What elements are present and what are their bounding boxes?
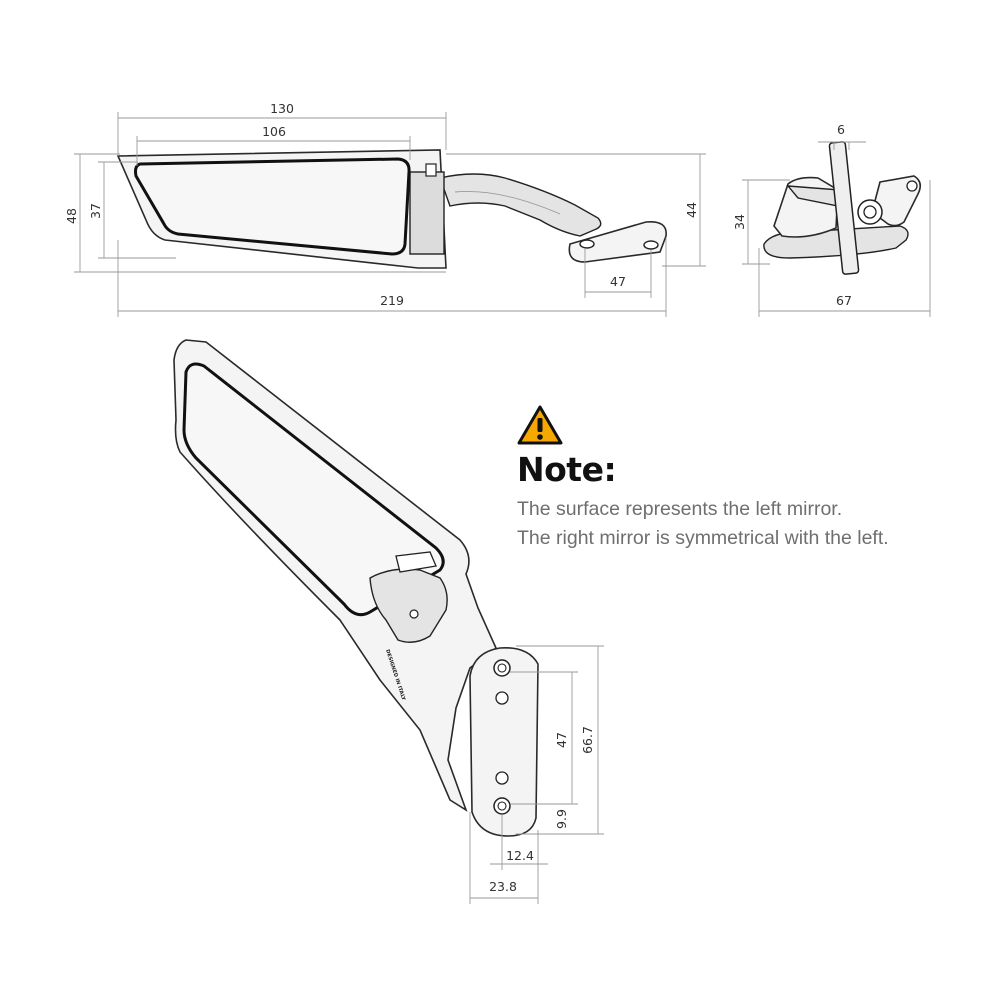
dim-overall-length: 130: [270, 101, 294, 116]
note-line-right-mirror: The right mirror is symmetrical with the left.: [517, 527, 889, 549]
dim-bracket-height: 66.7: [580, 726, 595, 754]
hinge-screw: [410, 610, 418, 618]
note-title: Note:: [517, 450, 617, 489]
dim-height: 48: [64, 208, 79, 224]
mirror-arm: [440, 174, 601, 236]
hinge-block: [410, 172, 444, 254]
note-block: [517, 404, 977, 553]
warning-triangle-icon: [517, 404, 563, 446]
mount-hole: [644, 241, 658, 249]
dim-bottom-offset: 9.9: [554, 809, 569, 829]
dim-side-height: 34: [732, 214, 747, 230]
bracket-hole: [496, 772, 508, 784]
dim-hole-offset: 12.4: [506, 848, 534, 863]
dim-hole-pitch: 47: [554, 732, 569, 748]
dim-plate-width: 23.8: [489, 879, 517, 894]
dim-glass-height: 37: [88, 203, 103, 219]
dim-thickness: 6: [837, 122, 845, 137]
dim-mount-spacing: 47: [610, 274, 626, 289]
side-view: [732, 122, 930, 317]
dim-glass-length: 106: [262, 124, 286, 139]
side-body: [774, 178, 838, 237]
engraving-text: DESIGNED IN ITALY: [384, 648, 407, 702]
dim-arm-height: 44: [684, 202, 699, 218]
top-view: [64, 101, 706, 317]
dim-side-width: 67: [836, 293, 852, 308]
dim-total-width: 219: [380, 293, 404, 308]
note-line-left-mirror: The surface represents the left mirror.: [517, 498, 843, 520]
bracket-hole: [496, 692, 508, 704]
mount-hole: [580, 240, 594, 248]
